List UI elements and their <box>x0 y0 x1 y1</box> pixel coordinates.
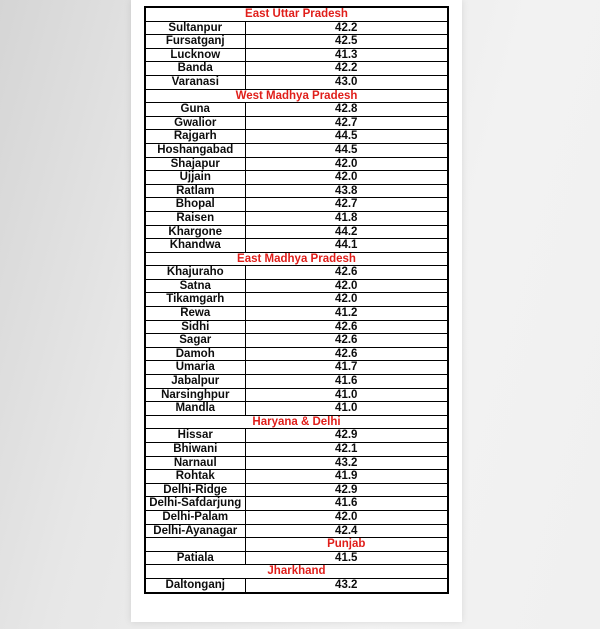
value-cell: 44.5 <box>245 143 448 157</box>
table-row <box>145 429 448 443</box>
value-cell: 41.5 <box>245 551 448 565</box>
value-cell: 42.6 <box>245 347 448 361</box>
station-cell: Bhiwani <box>145 443 245 457</box>
station-cell: Shajapur <box>145 157 245 171</box>
section-header-row <box>145 415 448 429</box>
station-cell: Delhi-Ridge <box>145 483 245 497</box>
station-cell: Guna <box>145 103 245 117</box>
station-cell: Rohtak <box>145 470 245 484</box>
station-cell: Jabalpur <box>145 375 245 389</box>
value-cell: 43.8 <box>245 184 448 198</box>
station-cell: Khajuraho <box>145 266 245 280</box>
value-cell: 42.0 <box>245 510 448 524</box>
table-row <box>145 510 448 524</box>
section-header-row <box>145 7 448 21</box>
table-row <box>145 279 448 293</box>
station-cell: Khargone <box>145 225 245 239</box>
value-cell: 41.7 <box>245 361 448 375</box>
station-cell: Gwalior <box>145 116 245 130</box>
station-cell: Hoshangabad <box>145 143 245 157</box>
station-cell: Fursatganj <box>145 35 245 49</box>
station-cell: Narsinghpur <box>145 388 245 402</box>
table-row <box>145 293 448 307</box>
value-cell: 42.7 <box>245 198 448 212</box>
table-row <box>145 551 448 565</box>
station-cell: Rewa <box>145 307 245 321</box>
station-cell: Mandla <box>145 402 245 416</box>
value-cell: 42.2 <box>245 21 448 35</box>
value-cell: 42.9 <box>245 429 448 443</box>
value-cell: 42.0 <box>245 171 448 185</box>
station-cell: Raisen <box>145 211 245 225</box>
section-header: East Madhya Pradesh <box>145 252 448 266</box>
value-cell: 42.7 <box>245 116 448 130</box>
table-row <box>145 307 448 321</box>
station-cell: Banda <box>145 62 245 76</box>
value-cell: 42.1 <box>245 443 448 457</box>
station-cell: Patiala <box>145 551 245 565</box>
table-row <box>145 48 448 62</box>
table-row <box>145 578 448 592</box>
station-cell: Tikamgarh <box>145 293 245 307</box>
value-cell: 42.6 <box>245 266 448 280</box>
station-cell: Delhi-Safdarjung <box>145 497 245 511</box>
table-row <box>145 456 448 470</box>
table-row <box>145 225 448 239</box>
table-row <box>145 62 448 76</box>
table-row <box>145 239 448 253</box>
table-row <box>145 388 448 402</box>
value-cell: 42.0 <box>245 293 448 307</box>
table-row <box>145 347 448 361</box>
value-cell: 42.0 <box>245 279 448 293</box>
table-row <box>145 402 448 416</box>
table-row <box>145 483 448 497</box>
table-row <box>145 130 448 144</box>
value-cell: 41.2 <box>245 307 448 321</box>
station-cell: Varanasi <box>145 75 245 89</box>
station-cell: Delhi-Palam <box>145 510 245 524</box>
station-cell: Sidhi <box>145 320 245 334</box>
station-cell: Sultanpur <box>145 21 245 35</box>
value-cell: 41.6 <box>245 497 448 511</box>
station-cell: Hissar <box>145 429 245 443</box>
value-cell: 42.6 <box>245 334 448 348</box>
station-cell: Ratlam <box>145 184 245 198</box>
table-row <box>145 171 448 185</box>
value-cell: 42.6 <box>245 320 448 334</box>
station-cell: Delhi-Ayanagar <box>145 524 245 538</box>
empty-cell <box>145 538 245 552</box>
station-cell: Satna <box>145 279 245 293</box>
table-row <box>145 524 448 538</box>
table-row <box>145 320 448 334</box>
section-header: Haryana & Delhi <box>145 415 448 429</box>
table-row <box>145 211 448 225</box>
table-row <box>145 266 448 280</box>
value-cell: 42.0 <box>245 157 448 171</box>
station-cell: Sagar <box>145 334 245 348</box>
station-cell: Ujjain <box>145 171 245 185</box>
table-row <box>145 198 448 212</box>
section-header-row <box>145 252 448 266</box>
value-cell: 42.2 <box>245 62 448 76</box>
value-cell: 41.3 <box>245 48 448 62</box>
value-cell: 44.5 <box>245 130 448 144</box>
station-cell: Rajgarh <box>145 130 245 144</box>
table-row <box>145 143 448 157</box>
value-cell: 42.5 <box>245 35 448 49</box>
table-row <box>145 116 448 130</box>
value-cell: 44.2 <box>245 225 448 239</box>
table-row <box>145 334 448 348</box>
station-cell: Khandwa <box>145 239 245 253</box>
value-cell: 42.4 <box>245 524 448 538</box>
station-cell: Damoh <box>145 347 245 361</box>
table-row <box>145 184 448 198</box>
value-cell: 41.8 <box>245 211 448 225</box>
value-cell: 44.1 <box>245 239 448 253</box>
value-cell: 41.0 <box>245 388 448 402</box>
table-row <box>145 157 448 171</box>
value-cell: 43.2 <box>245 578 448 592</box>
table-row <box>145 443 448 457</box>
section-header: East Uttar Pradesh <box>145 7 448 21</box>
table-row <box>145 375 448 389</box>
value-cell: 42.9 <box>245 483 448 497</box>
station-cell: Lucknow <box>145 48 245 62</box>
value-cell: 41.9 <box>245 470 448 484</box>
section-header: Jharkhand <box>145 565 448 579</box>
section-header-row <box>145 538 448 552</box>
value-cell: 42.8 <box>245 103 448 117</box>
section-header-row <box>145 89 448 103</box>
table-row <box>145 35 448 49</box>
table-row <box>145 470 448 484</box>
value-cell: 43.0 <box>245 75 448 89</box>
table-row <box>145 103 448 117</box>
section-header: West Madhya Pradesh <box>145 89 448 103</box>
content-panel <box>131 0 462 622</box>
station-cell: Umaria <box>145 361 245 375</box>
section-header-row <box>145 565 448 579</box>
station-cell: Daltonganj <box>145 578 245 592</box>
table-row <box>145 497 448 511</box>
table-row <box>145 75 448 89</box>
section-header: Punjab <box>245 538 448 552</box>
table-row <box>145 21 448 35</box>
value-cell: 41.6 <box>245 375 448 389</box>
value-cell: 41.0 <box>245 402 448 416</box>
table-row <box>145 361 448 375</box>
station-cell: Bhopal <box>145 198 245 212</box>
temperature-table <box>144 6 449 594</box>
station-cell: Narnaul <box>145 456 245 470</box>
value-cell: 43.2 <box>245 456 448 470</box>
